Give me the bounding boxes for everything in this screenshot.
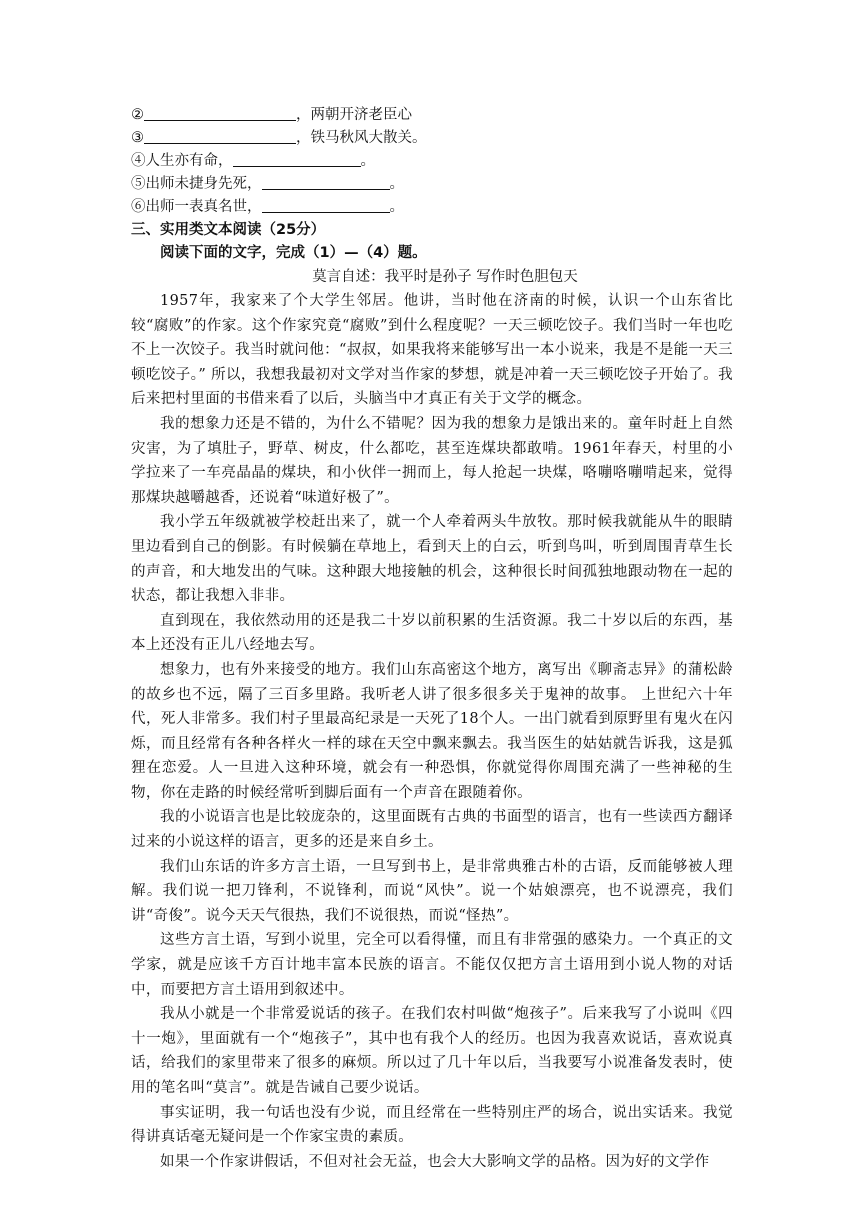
- article-title: 莫言自述：我平时是孙子 写作时色胆包天: [312, 269, 578, 285]
- answer-blank[interactable]: [262, 173, 390, 190]
- fill-prefix: ④人生亦有命，: [131, 153, 233, 169]
- paragraph: 如果一个作家讲假话，不但对社会无益，也会大大影响文学的品格。因为好的文学作: [160, 1153, 710, 1170]
- section-heading: 三、实用类文本阅读（25分）: [131, 222, 326, 238]
- fill-item-2: [131, 104, 733, 127]
- fill-suffix: 。: [389, 176, 404, 192]
- answer-blank[interactable]: [262, 196, 390, 213]
- reading-instruction: 阅读下面的文字，完成（1）—（4）题。: [160, 245, 427, 261]
- paragraph: 我的小说语言也是比较庞杂的，这里面既有古典的书面型的语言，也有一些读西方翻译过来的小说这样的语言，更多的还是来自乡土。: [131, 809, 733, 851]
- fill-prefix: ⑥出师一表真名世，: [131, 199, 262, 215]
- fill-suffix: 。: [389, 199, 404, 215]
- paragraph: 直到现在，我依然动用的还是我二十岁以前积累的生活资源。我二十岁以后的东西，基本上还没有正儿八经地去写。: [131, 612, 733, 654]
- paragraph: 事实证明，我一句话也没有少说，而且经常在一些特别庄严的场合，说出实话来。我觉得讲真话毫无疑问是一个作家宝贵的素质。: [131, 1104, 733, 1146]
- paragraph: 我小学五年级就被学校赶出来了，就一个人牵着两头牛放牧。那时候我就能从牛的眼睛里边看到自己的倒影。有时候躺在草地上，看到天上的白云，听到鸟叫，听到周围青草生长的声音，和大地发出的气味。这种跟大地接触的机会，这种很长时间孤独地跟动物在一起的状态，都让我想入非非。: [131, 514, 733, 605]
- fill-item-3: [131, 127, 733, 150]
- fill-item-5: [131, 173, 733, 196]
- paragraph: 想象力，也有外来接受的地方。我们山东高密这个地方，离写出《聊斋志异》的蒲松龄的故乡也不远，隔了三百多里路。我听老人讲了很多很多关于鬼神的故事。 上世纪六十年代，死人非常多。我们村子里最高纪录是一天死了18个人。一出门就看到原野里有鬼火在闪烁，而且经常有各种各样火一样的球在天空中飘来飘去。我当医生的姑姑就告诉我，这是狐狸在恋爱。人一旦进入这种环境，就会有一种恐惧，你就觉得你周围充满了一些神秘的生物，你在走路的时候经常听到脚后面有一个声音在跟随着你。: [131, 661, 733, 801]
- fill-item-4: [131, 150, 733, 173]
- document-page: [131, 104, 733, 1174]
- fill-suffix: 。: [360, 153, 375, 169]
- fill-suffix: ，两朝开济老臣心: [296, 107, 412, 123]
- fill-suffix: ，铁马秋风大散关。: [296, 130, 427, 146]
- paragraph: 我的想象力还是不错的，为什么不错呢？因为我的想象力是饿出来的。童年时赶上自然灾害，为了填肚子，野草、树皮，什么都吃，甚至连煤块都敢啃。1961年春天，村里的小学拉来了一车亮晶晶的煤块，和小伙伴一拥而上，每人抢起一块煤，咯嘣咯嘣啃起来，觉得那煤块越嚼越香，还说着“味道好极了”。: [131, 415, 733, 506]
- paragraph: 1957年，我家来了个大学生邻居。他讲，当时他在济南的时候，认识一个山东省比较“腐败”的作家。这个作家究竟“腐败”到什么程度呢？一天三顿吃饺子。我们当时一年也吃不上一次饺子。我当时就问他：“叔叔，如果我将来能够写出一本小说来，我是不是能一天三顿吃饺子。” 所以，我想我最初对文学对当作家的梦想，就是冲着一天三顿吃饺子开始了。我后来把村里面的书借来看了以后，头脑当中才真正有关于文学的概念。: [131, 293, 733, 408]
- paragraph: 这些方言土语，写到小说里，完全可以看得懂，而且有非常强的感染力。一个真正的文学家，就是应该千方百计地丰富本民族的语言。不能仅仅把方言土语用到小说人物的对话中，而要把方言土语用到叙述中。: [131, 932, 733, 998]
- fill-prefix: ③: [131, 130, 144, 146]
- fill-prefix: ②: [131, 107, 144, 123]
- paragraph: 我从小就是一个非常爱说话的孩子。在我们农村叫做“炮孩子”。后来我写了小说叫《四十一炮》，里面就有一个“炮孩子”，其中也有我个人的经历。也因为我喜欢说话，喜欢说真话，给我们的家里带来了很多的麻烦。所以过了几十年以后，当我要写小说准备发表时，使用的笔名叫“莫言”。就是告诫自己要少说话。: [131, 1006, 733, 1096]
- fill-prefix: ⑤出师未捷身先死，: [131, 176, 262, 192]
- answer-blank[interactable]: [144, 127, 296, 144]
- answer-blank[interactable]: [144, 104, 296, 121]
- fill-item-6: [131, 196, 733, 219]
- paragraph: 我们山东话的许多方言土语，一旦写到书上，是非常典雅古朴的古语，反而能够被人理解。我们说一把刀锋利，不说锋利，而说“风快”。说一个姑娘漂亮，也不说漂亮，我们讲“奇俊”。说今天天气很热，我们不说很热，而说“怪热”。: [131, 858, 733, 924]
- answer-blank[interactable]: [233, 150, 361, 167]
